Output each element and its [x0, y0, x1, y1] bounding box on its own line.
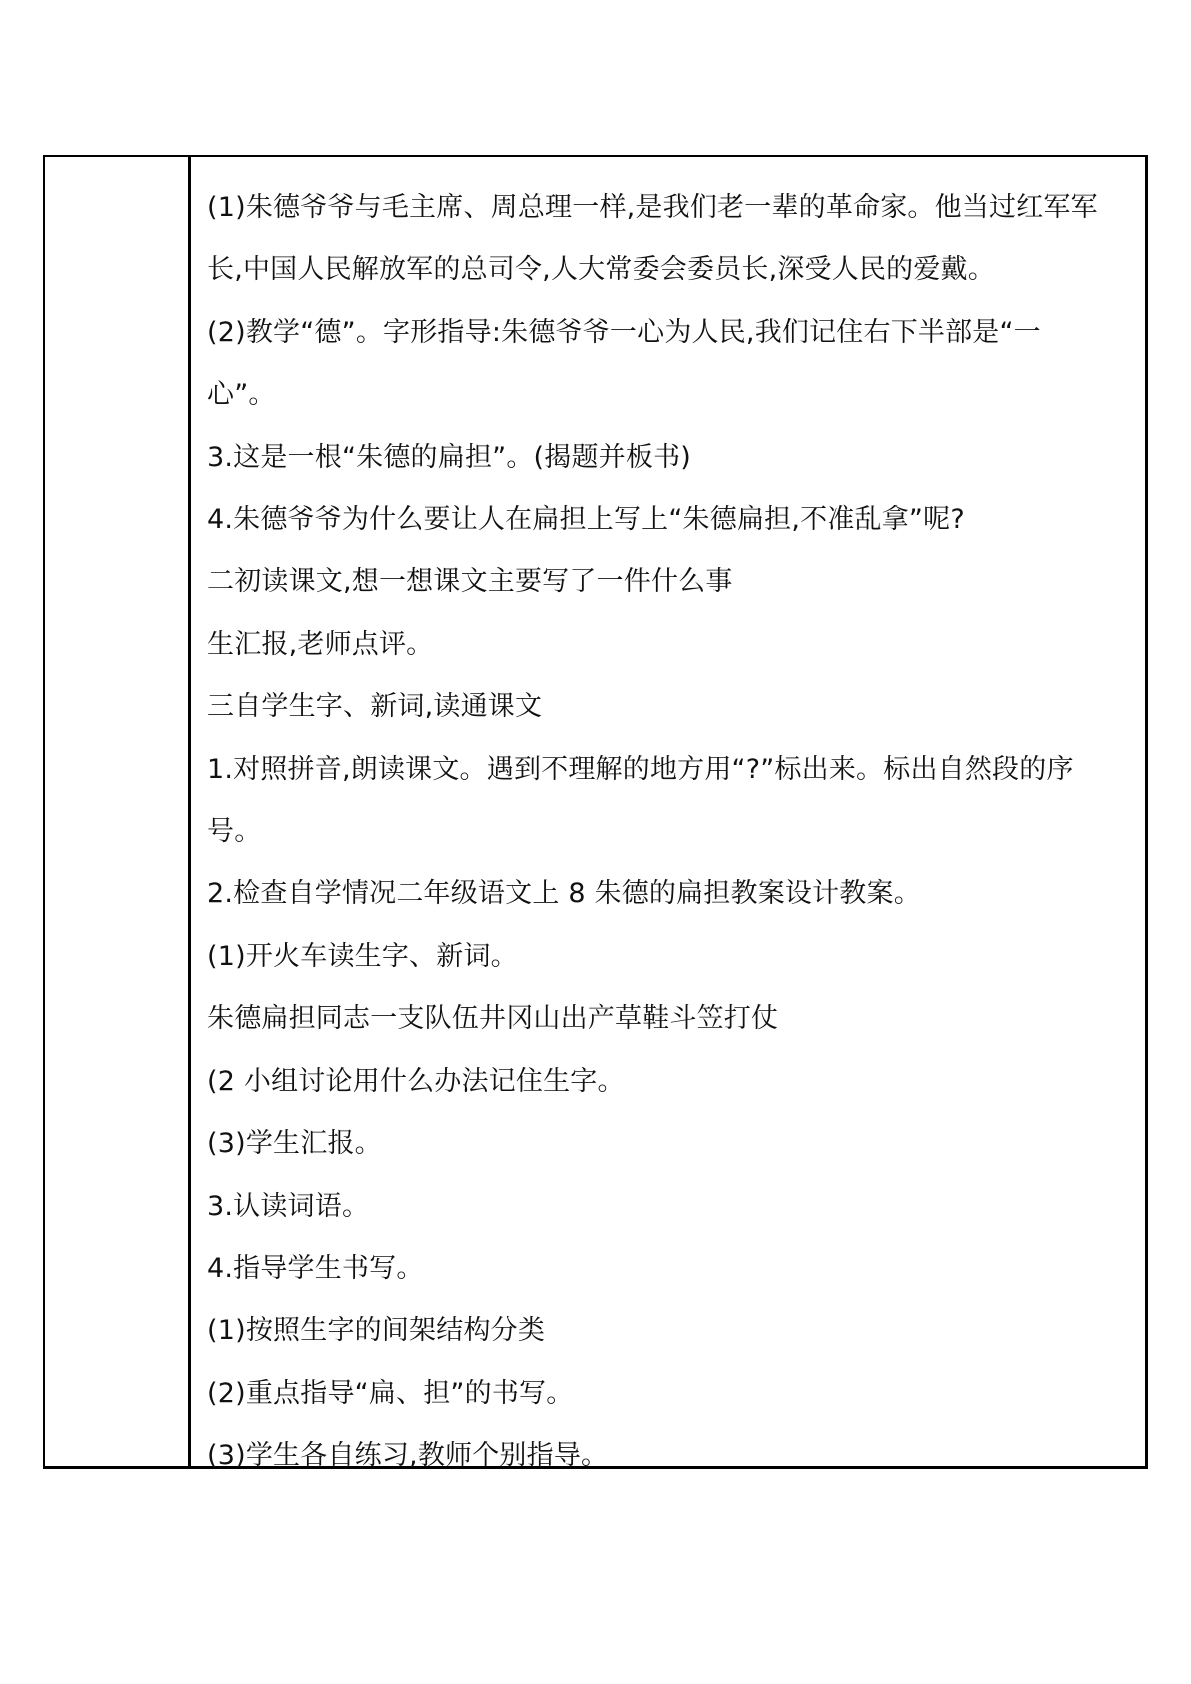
text-line-12: 2.检查自学情况二年级语文上 8 朱德的扁担教案设计教案。 — [207, 878, 921, 910]
lesson-table — [43, 155, 1148, 1472]
text-line-16: (3)学生汇报。 — [207, 1128, 382, 1160]
text-line-17: 3.认读词语。 — [207, 1190, 370, 1222]
text-line-20: (2)重点指导“扁、担”的书写。 — [207, 1377, 574, 1409]
text-line-01: (1)朱德爷爷与毛主席、周总理一样,是我们老一辈的革命家。他当过红军军 — [207, 192, 1098, 223]
text-line-13: (1)开火车读生字、新词。 — [207, 940, 518, 972]
text-line-03: (2)教学“德”。字形指导:朱德爷爷一心为人民,我们记住右下半部是“一 — [207, 316, 1041, 348]
content-cell — [194, 157, 1145, 1472]
text-line-04: 心”。 — [207, 379, 276, 411]
text-line-18: 4.指导学生书写。 — [207, 1252, 424, 1284]
left-column-cell — [45, 157, 191, 1466]
text-line-11: 号。 — [207, 816, 262, 848]
text-line-08: 生汇报,老师点评。 — [207, 628, 434, 660]
text-line-15: (2 小组讨论用什么办法记住生字。 — [207, 1065, 625, 1097]
text-line-06: 4.朱德爷爷为什么要让人在扁担上写上“朱德扁担,不准乱拿”呢? — [207, 504, 965, 536]
text-line-05: 3.这是一根“朱德的扁担”。(揭题并板书) — [207, 441, 692, 473]
text-line-14: 朱德扁担同志一支队伍井冈山出产草鞋斗笠打仗 — [207, 1003, 779, 1035]
text-line-10: 1.对照拼音,朗读课文。遇到不理解的地方用“?”标出来。标出自然段的序 — [207, 753, 1074, 785]
text-line-19: (1)按照生字的间架结构分类 — [207, 1315, 546, 1347]
text-line-07: 二初读课文,想一想课文主要写了一件什么事 — [207, 566, 733, 598]
text-line-21: (3)学生各自练习,教师个别指导。 — [207, 1440, 609, 1472]
text-line-02: 长,中国人民解放军的总司令,人大常委会委员长,深受人民的爱戴。 — [207, 254, 995, 286]
text-line-09: 三自学生字、新词,读通课文 — [207, 691, 543, 723]
